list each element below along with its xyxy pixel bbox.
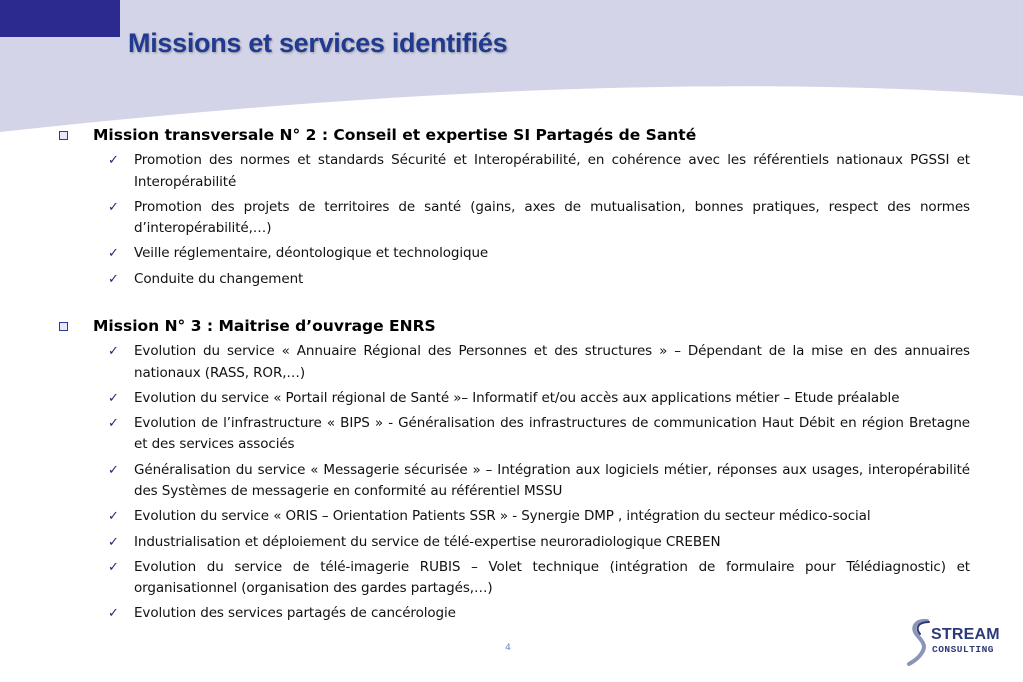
- logo-text-consulting: CONSULTING: [932, 644, 995, 655]
- list-item: [58, 413, 970, 456]
- mission-item-list: [58, 150, 970, 290]
- checkmark-icon: ✓: [108, 415, 119, 431]
- square-bullet-icon: [59, 131, 68, 140]
- checkmark-icon: ✓: [108, 271, 119, 287]
- checkmark-icon: ✓: [108, 344, 119, 360]
- section-heading: [58, 315, 970, 337]
- checkmark-icon: ✓: [108, 246, 119, 262]
- list-item: [58, 150, 970, 193]
- checkmark-icon: ✓: [108, 509, 119, 525]
- checkmark-icon: ✓: [108, 606, 119, 622]
- header-band: [0, 0, 1023, 140]
- stream-consulting-logo: [907, 618, 1007, 666]
- square-bullet-icon: [59, 322, 68, 331]
- page-number: 4: [505, 643, 511, 653]
- checkmark-icon: ✓: [108, 153, 119, 168]
- list-item: [58, 557, 970, 600]
- list-item-text: Evolution du service « ORIS – Orientation Patients SSR » - Synergie DMP , intégration du secteur médico-social: [134, 508, 871, 525]
- checkmark-icon: ✓: [108, 462, 119, 478]
- list-item-text: Veille réglementaire, déontologique et technologique: [134, 245, 489, 262]
- checkmark-icon: ✓: [108, 390, 119, 406]
- list-item: [58, 506, 970, 528]
- section-title: Mission transversale N° 2 : Conseil et expertise SI Partagés de Santé: [93, 126, 697, 144]
- mission-section-3: [58, 315, 970, 625]
- list-item: [58, 388, 970, 410]
- list-item: [58, 243, 970, 265]
- list-item: [58, 532, 970, 554]
- list-item: [58, 460, 970, 503]
- list-item: [58, 269, 970, 291]
- section-title: Mission N° 3 : Maitrise d’ouvrage ENRS: [93, 317, 436, 336]
- corner-accent-block: [0, 0, 120, 37]
- logo-s-swoosh-icon: [907, 618, 933, 666]
- section-heading: [58, 124, 970, 146]
- checkmark-icon: ✓: [108, 199, 119, 215]
- list-item: [58, 341, 970, 384]
- list-item-text: Industrialisation et déploiement du service de télé-expertise neuroradiologique CREBEN: [134, 533, 721, 550]
- list-item: [58, 603, 970, 625]
- list-item-text: Evolution de l’infrastructure « BIPS » - Généralisation des infrastructures de communication Haut Débit en région Bretagne et des services associés: [134, 414, 970, 453]
- list-item-text: Conduite du changement: [134, 270, 304, 287]
- page-title: Missions et services identifiés: [128, 28, 508, 58]
- list-item-text: Evolution du service « Portail régional de Santé »– Informatif et/ou accès aux applications métier – Etude préalable: [134, 389, 900, 406]
- list-item-text: Evolution du service de télé-imagerie RUBIS – Volet technique (intégration de formulaire pour Télédiagnostic) et organisationnel (organisation des gardes partagés,…): [134, 558, 970, 597]
- list-item-text: Promotion des projets de territoires de santé (gains, axes de mutualisation, bonnes pratiques, respect des normes d’interopérabilité,…): [134, 198, 970, 237]
- mission-item-list: [58, 341, 970, 625]
- logo-text-stream: STREAM: [931, 626, 1000, 643]
- mission-section-2: [58, 124, 970, 290]
- list-item-text: Promotion des normes et standards Sécurité et Interopérabilité, en cohérence avec les référentiels nationaux PGSSI et Interopérabilité: [134, 152, 970, 190]
- list-item-text: Evolution des services partagés de cancérologie: [134, 605, 456, 622]
- list-item-text: Evolution du service « Annuaire Régional des Personnes et des structures » – Dépendant de la mise en des annuaires nationaux (RASS, ROR,…): [134, 343, 970, 381]
- list-item-text: Généralisation du service « Messagerie sécurisée » – Intégration aux logiciels métier, réponses aux usages, interopérabilité des Systèmes de messagerie en conformité au référentiel MSSU: [134, 461, 970, 500]
- checkmark-icon: ✓: [108, 559, 119, 575]
- slide-content: [58, 124, 970, 629]
- checkmark-icon: ✓: [108, 534, 119, 550]
- list-item: [58, 197, 970, 240]
